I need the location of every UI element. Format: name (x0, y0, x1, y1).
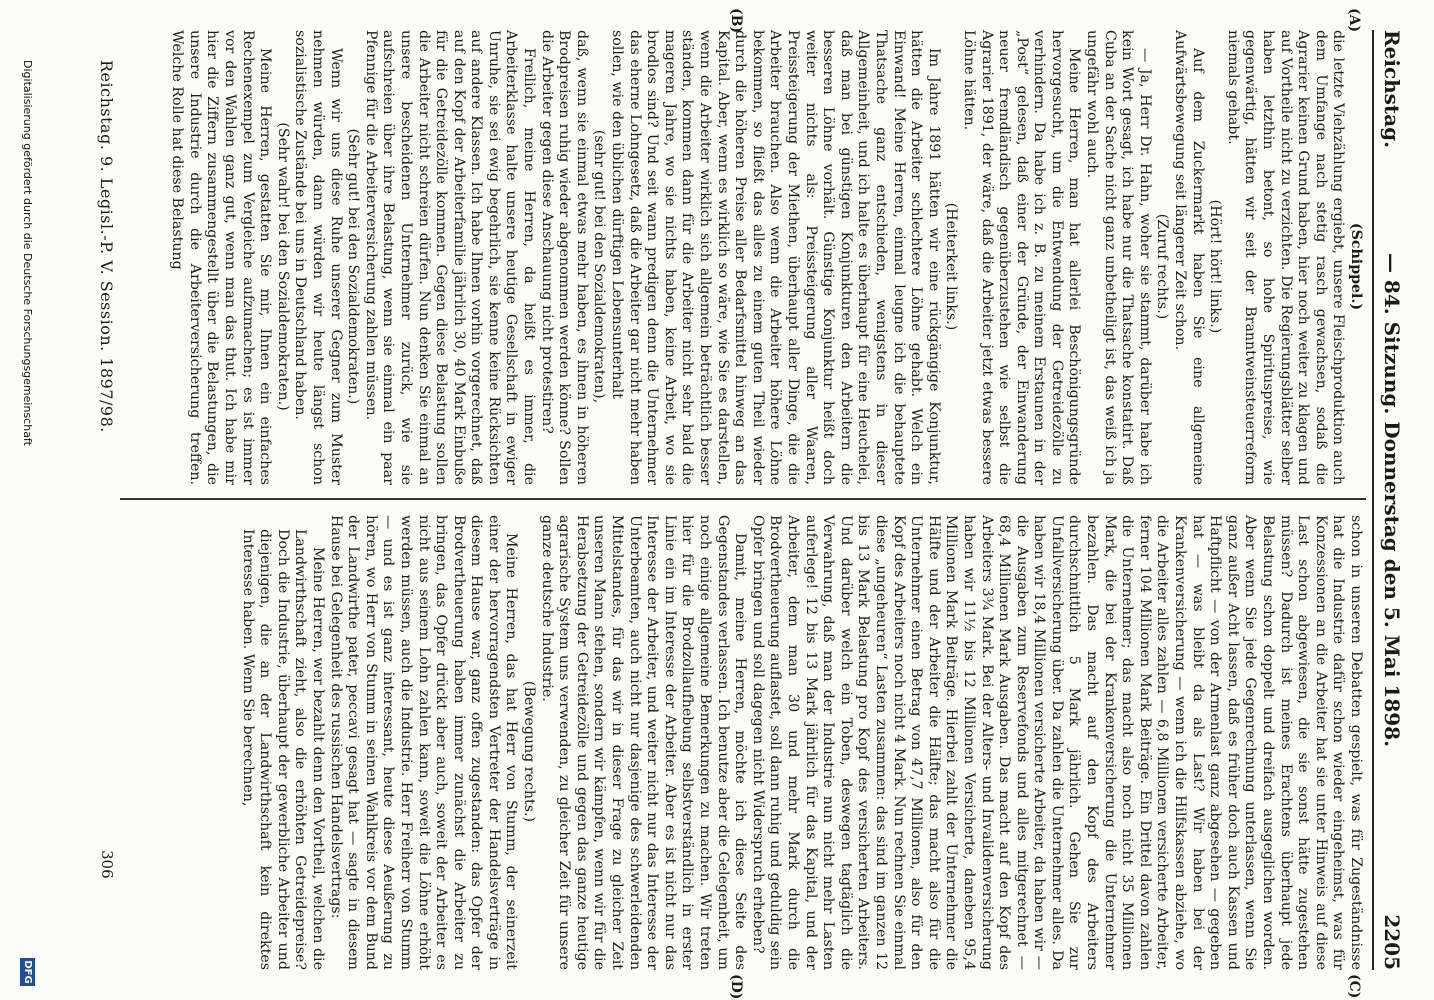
footer-session-info: Reichstag. 9. Legisl.-P. V. Session. 1897/98. (97, 60, 116, 433)
interjection: (Zuruf rechts.) (1154, 213, 1171, 320)
paragraph: daß, wenn sie einmal etwas mehr haben, es ihnen in höheren Brodpreisen ruhig wieder abgenommen werden könne? Sollen die Arbeiter gegen diese Anschauung nicht protestiren? (538, 30, 590, 485)
paragraph: Meine Herren, man hat allerlei Beschönigungsgründe hervorgesucht, um die Entwendung der Getreidezölle zu verhindern. Da habe ich z. B. zu meinem Erstaunen in der „Post“ gelesen, daß einer der Gründe, der Einwanderung neuer fremdländisch gegenüberzustehen wie selbst die Agrarier 1891, der wäre, daß die Arbeiter jetzt etwas bessere Löhne hätten. (960, 30, 1083, 485)
paragraph: die letzte Viehzählung ergiebt, unsere Fleischproduktion auch dem Umfange nach stetig rasch gewachsen, sodaß die Agrarier keinen Grund haben, hier noch weiter zu klagen und auf Vortheile nicht zu verzichten. Die Regierungsblätter selber haben letzthin betont, so hohe Spirituspreise, wie gegenwärtig, hätten wir seit der Branntweinsteuerreform niemals gehabt. (1224, 30, 1347, 485)
interjection: (Hört! hört! links.) (1207, 199, 1224, 334)
paragraph: Meine Herren, das hat Herr von Stumm, der seinerzeit einer der hervorragendsten Vertreter der Handelsverträge in diesem Hause war, ganz offen zugestanden: das Opfer der Brodvertheuerung haben immer zunächst die Arbeiter zu bringen, das Opfer drückt aber auch, soweit der Arbeiter es nicht aus seinem Lohn zahlen kann, soweit die Löhne erhöht werden müssen, auch die Industrie. Herr Freiherr von Stumm — und es ist ganz interessant, heute diese Aeußerung zu hören, wo Herr von Stumm in seinen Wahlkreis vor dem Bund der Landwirthe pater, peccavi gesagt hat — sagte in diesem Hause bei Gelegenheit des russischen Handelsvertrags: (327, 515, 520, 970)
paragraph: Damit, meine Herren, möchte ich diese Seite des Gegenstandes verlassen. Ich benutze aber die Gelegenheit, um noch einige allgemeine Bemerkungen zu machen. Wir treten hier für die Brodzollaufhebung selbstverständlich in erster Linie ein im Interesse der Arbeiter. Aber es ist nicht nur das Interesse der Arbeiter, und weiter nicht nur das Interesse der Unterbeamten, auch nicht nur dasjenige des schwerleidenden Mittelstandes, für das wir in dieser Frage zu gleicher Zeit unseren Mann stehen, sondern wir kämpfen, wenn wir für die Herabsetzung der Getreidezölle und gegen das ganze heutige agrarische System uns verwenden, zu gleicher Zeit für unsere ganze deutsche Industrie. (538, 515, 749, 970)
paragraph: Freilich, meine Herren, da heißt es immer, die Arbeiterklasse halte unsere heutige Gesellschaft in ewiger Unruhe, sie sei ewig begehrlich, sie kenne keine Rücksichten auf andere Klassen. Ich habe Ihnen vorhin vorgerechnet, daß auf den Kopf der Arbeiterfamilie jährlich 30, 40 Mark Einbuße für die Getreidezölle kommen. Gegen diese Belastung sollen die Arbeiter nicht schreien dürfen. Nun denken Sie einmal an unsere bescheidenen Unternehmer zurück, wie sie aufschreien über ihre Belastung, wenn sie einmal ein paar Pfennige für die Arbeiterversicherung zahlen müssen. (362, 30, 538, 485)
speaker-name: (Schippel.) (1348, 222, 1364, 311)
margin-marker-a: (A) (1346, 8, 1362, 33)
left-column (168, 30, 1364, 485)
margin-marker-d: (D) (728, 974, 744, 1000)
paragraph: — Ja, Herr Dr. Hahn, woher sie stammt, darüber habe ich kein Wort gesagt, ich habe nur die Thatsache konstatirt. Daß Cuba an der Sache nicht ganz unbetheiligt ist, das weiß ich ja ungefähr wohl auch. (1084, 30, 1153, 485)
column-divider (120, 498, 1366, 500)
header-page-number: 2205 (1380, 914, 1404, 970)
paragraph: Auf dem Zuckermarkt haben Sie eine allgemeine Aufwärtsbewegung seit längerer Zeit schon. (1172, 30, 1206, 485)
paragraph: Im Jahre 1891 hätten wir eine rückgängige Konjunktur, hätten die Arbeiter schlechtere Löhne gehabt. Welch ein Einwand! Meine Herren, einmal leugne ich die behauptete Thatsache ganz entschieden, wenigstens in dieser Allgemeinheit, und ich halte es überhaupt für eine Heuchelei, daß man bei günstigen Konjunkturen den Arbeitern die besseren Löhne vorhält. Günstige Konjunktur heißt doch weiter nichts als: Preissteigerung aller Waaren, Preissteigerung der Miethen, überhaupt aller Dinge, die die Arbeiter brauchen. Also wenn die Arbeiter höhere Löhne bekommen, so fließt das alles zu einem guten Theil wieder durch die höheren Preise aller Bedarfsmittel hinweg an das Kapital. Aber, wenn es wirklich so wäre, wie Sie es darstellen, wenn die Arbeiter wirklich sich allgemein beträchtlich besser ständen, kommen dann für die Arbeiter nicht sehr bald die mageren Jahre, wo sie nichts haben, keine Arbeit, wo sie brodlos sind? Und seit wann predigen denn die Unternehmer das eherne Lohngesetz, daß die Arbeiter gar nicht mehr haben sollen, wie den üblichen dürftigen Lebensunterhalt (609, 30, 942, 485)
margin-marker-c: (C) (1346, 974, 1362, 999)
interjection: (Sehr gut! bei den Sozialdemokraten.) (345, 128, 362, 405)
interjection: (sehr gut! bei den Sozialdemokraten), (591, 129, 608, 404)
quotation: Meine Herren, wer bezahlt denn den Vortheil, welchen die Landwirthschaft zieht, also die erhöhten Getreidepreise? Doch die Industrie, überhaupt der gewerbliche Arbeiter und diejenigen, die an der Landwirthschaft kein direktes Interesse haben. Wenn Sie berechnen, (239, 529, 326, 970)
interjection: (Sehr wahr! bei den Sozialdemokraten.) (274, 122, 291, 411)
digitization-note: Digitalisierung gefördert durch die Deutsche Forschungsgemeinschaft (21, 60, 34, 446)
header-left: Reichstag. (1380, 30, 1404, 149)
paragraph: schon in unseren Debatten gespielt, was für Zugeständnisse hat die Industrie dafür schon wieder eingeheimst, was für Konzessionen an die Arbeiter hat sie unter Hinweis auf diese Last schon abgewiesen, die sie sonst hätte zugestehen müssen? Dadurch ist meines Erachtens überhaupt jede Belastung schon doppelt und dreifach ausgeglichen worden. Aber wenn Sie jede Gegenrechnung unterlassen, wenn Sie ganz außer Acht lassen, daß es früher doch auch Kassen und Haftpflicht — von der Armenlast ganz abgesehen — gegeben hat — was bleibt da als Last? Wir haben bei der Krankenversicherung — wenn ich die Hilfskassen abziehe, wo die Arbeiter alles zahlen — 6,8 Millionen versicherte Arbeiter, ferner 104 Millionen Mark Beiträge. Ein Drittel davon zahlen die Unternehmer; das macht also noch nicht 35 Millionen Mark, die bei der Krankenversicherung die Unternehmer bezahlen. Das macht auf den Kopf des Arbeiters durchschnittlich 5 Mark jährlich. Gehen Sie zur Unfallversicherung über. Da zahlen die Unternehmer alles. Da haben wir 18,4 Millionen versicherte Arbeiter, da haben wir — die Ausgaben zum Reservefonds und alles mitgerechnet — 68,4 Millionen Mark Ausgaben. Das macht auf den Kopf des Arbeiters 3¾ Mark. Bei der Alters- und Invalidenversicherung haben wir 11½ bis 12 Millionen Versicherte, daneben 95,4 Millionen Mark Beiträge. Hierbei zahlt der Unternehmer die Hälfte und der Arbeiter die Hälfte; das macht also für die Unternehmer einen Betrag von 47,7 Millionen, also für den Kopf des Arbeiters noch nicht 4 Mark. Nun rechnen Sie einmal diese „ungeheuren“ Lasten zusammen: das sind im ganzen 12 bis 13 Mark Belastung pro Kopf des versicherten Arbeiters. Und darüber welch ein Toben, deswegen tagtäglich die Verwahrung, daß man der Industrie nun nicht mehr Lasten auferlege! 12 bis 13 Mark jährlich für das Kapital, und der Arbeiter, dem man 30 und mehr Mark durch die Brodvertheuerung auflastet, soll dann ruhig und geduldig sein Opfer bringen und soll dagegen nicht Widerspruch erheben? (749, 515, 1364, 970)
page-header (1376, 30, 1404, 970)
interjection: (Bewegung rechts.) (521, 680, 538, 823)
paragraph: Wenn wir uns diese Ruhe unserer Gegner zum Muster nehmen würden, dann würden wir heute längst schon sozialistische Zustände bei uns in Deutschland haben. (292, 30, 344, 485)
right-column (238, 515, 1364, 970)
margin-marker-b: (B) (728, 8, 744, 34)
header-rule (1372, 30, 1374, 970)
dfg-logo: DFG (20, 958, 35, 986)
interjection: (Heiterkeit links.) (943, 202, 960, 331)
footer-page-number: 306 (98, 850, 116, 879)
paragraph: Meine Herren, gestatten Sie mir, Ihnen ein einfaches Rechenexempel zum Vergleiche aufzumachen; es ist immer vor den Wahlen ganz gut, wenn man das thut. Ich habe mir hier die Ziffern zusammengestellt über die Belastungen, die unsere Industrie durch die Arbeiterversicherung treffen. Welche Rolle hat diese Belastung (169, 30, 274, 485)
header-center: — 84. Sitzung. Donnerstag den 5. Mai 1898. (1380, 252, 1404, 748)
